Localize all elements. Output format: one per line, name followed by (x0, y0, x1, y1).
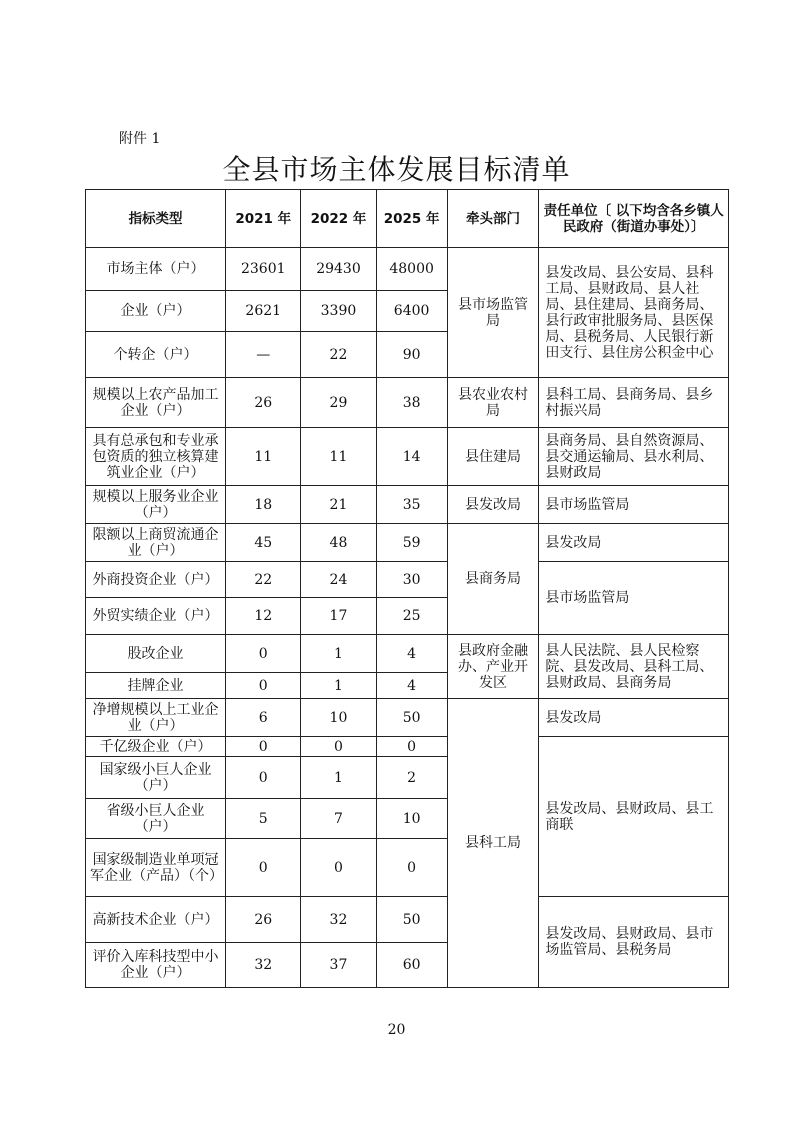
value-2022: 48 (301, 524, 376, 562)
document-title: 全县市场主体发展目标清单 (222, 153, 571, 186)
lead-department-cell: 县农业农村局 (447, 378, 539, 428)
indicator-cell: 国家级小巨人企业（户） (86, 757, 226, 799)
value-2022: 29430 (301, 248, 376, 291)
value-2021: 5 (226, 799, 301, 839)
value-2021: — (226, 332, 301, 378)
responsible-units-cell: 县发改局 (539, 524, 729, 562)
value-2025: 4 (376, 673, 447, 699)
value-2025: 48000 (376, 248, 447, 291)
responsible-units-cell: 县发改局、县公安局、县科工局、县财政局、县人社局、县住建局、县商务局、县行政审批服务局、县医保局、县税务局、人民银行新田支行、县住房公积金中心 (539, 248, 729, 378)
table-row (86, 562, 729, 598)
header-responsible: 责任单位〔 以下均含各乡镇人民政府（街道办事处）〕 (539, 190, 729, 248)
value-2021: 0 (226, 737, 301, 757)
lead-department-cell: 县科工局 (447, 699, 539, 988)
target-table (85, 189, 729, 988)
page-number: 20 (387, 1022, 406, 1038)
value-2021: 26 (226, 378, 301, 428)
value-2022: 32 (301, 897, 376, 943)
responsible-units-cell: 县发改局、县财政局、县工商联 (539, 737, 729, 897)
table-row (86, 378, 729, 428)
lead-department-cell: 县发改局 (447, 486, 539, 524)
indicator-cell: 市场主体（户） (86, 248, 226, 291)
table-row (86, 737, 729, 757)
indicator-cell: 外贸实绩企业（户） (86, 598, 226, 635)
indicator-cell: 挂牌企业 (86, 673, 226, 699)
indicator-cell: 企业（户） (86, 291, 226, 332)
value-2021: 23601 (226, 248, 301, 291)
value-2022: 1 (301, 673, 376, 699)
table-row (86, 524, 729, 562)
header-row (86, 190, 729, 248)
value-2021: 45 (226, 524, 301, 562)
indicator-cell: 评价入库科技型中小企业（户） (86, 943, 226, 988)
responsible-units-cell: 县人民法院、县人民检察院、县发改局、县科工局、县财政局、县商务局 (539, 635, 729, 699)
indicator-cell: 规模以上农产品加工企业（户） (86, 378, 226, 428)
value-2021: 12 (226, 598, 301, 635)
value-2022: 37 (301, 943, 376, 988)
responsible-units-cell: 县科工局、县商务局、县乡村振兴局 (539, 378, 729, 428)
header-indicator: 指标类型 (86, 190, 226, 248)
indicator-cell: 股改企业 (86, 635, 226, 673)
indicator-cell: 具有总承包和专业承包资质的独立核算建筑业企业（户） (86, 428, 226, 486)
value-2025: 25 (376, 598, 447, 635)
lead-department-cell: 县政府金融办、产业开发区 (447, 635, 539, 699)
value-2021: 26 (226, 897, 301, 943)
value-2025: 10 (376, 799, 447, 839)
value-2021: 0 (226, 839, 301, 897)
value-2025: 2 (376, 757, 447, 799)
value-2021: 22 (226, 562, 301, 598)
value-2022: 1 (301, 757, 376, 799)
value-2025: 60 (376, 943, 447, 988)
value-2021: 11 (226, 428, 301, 486)
value-2022: 10 (301, 699, 376, 737)
value-2025: 14 (376, 428, 447, 486)
indicator-cell: 国家级制造业单项冠军企业（产品）（个） (86, 839, 226, 897)
value-2025: 35 (376, 486, 447, 524)
header-2025: 2025 年 (376, 190, 447, 248)
value-2025: 0 (376, 737, 447, 757)
responsible-units-cell: 县发改局 (539, 699, 729, 737)
responsible-units-cell: 县市场监管局 (539, 562, 729, 635)
value-2025: 4 (376, 635, 447, 673)
table-row (86, 635, 729, 673)
responsible-units-cell: 县发改局、县财政局、县市场监管局、县税务局 (539, 897, 729, 988)
responsible-units-cell: 县商务局、县自然资源局、县交通运输局、县水利局、县财政局 (539, 428, 729, 486)
lead-department-cell: 县住建局 (447, 428, 539, 486)
value-2022: 22 (301, 332, 376, 378)
value-2022: 0 (301, 737, 376, 757)
value-2025: 0 (376, 839, 447, 897)
value-2022: 7 (301, 799, 376, 839)
value-2022: 11 (301, 428, 376, 486)
value-2025: 38 (376, 378, 447, 428)
value-2025: 50 (376, 699, 447, 737)
value-2021: 18 (226, 486, 301, 524)
value-2025: 30 (376, 562, 447, 598)
table-row (86, 699, 729, 737)
value-2021: 0 (226, 635, 301, 673)
value-2021: 0 (226, 673, 301, 699)
responsible-units-cell: 县市场监管局 (539, 486, 729, 524)
value-2022: 21 (301, 486, 376, 524)
header-2021: 2021 年 (226, 190, 301, 248)
indicator-cell: 外商投资企业（户） (86, 562, 226, 598)
table-row (86, 428, 729, 486)
indicator-cell: 限额以上商贸流通企业（户） (86, 524, 226, 562)
value-2022: 0 (301, 839, 376, 897)
attachment-label: 附件 1 (119, 131, 161, 147)
indicator-cell: 净增规模以上工业企业（户） (86, 699, 226, 737)
table-row (86, 248, 729, 291)
value-2021: 0 (226, 757, 301, 799)
header-lead: 牵头部门 (447, 190, 539, 248)
lead-department-cell: 县市场监管局 (447, 248, 539, 378)
indicator-cell: 规模以上服务业企业（户） (86, 486, 226, 524)
value-2025: 50 (376, 897, 447, 943)
value-2021: 2621 (226, 291, 301, 332)
value-2021: 6 (226, 699, 301, 737)
table-row (86, 897, 729, 943)
value-2022: 29 (301, 378, 376, 428)
value-2022: 3390 (301, 291, 376, 332)
value-2021: 32 (226, 943, 301, 988)
header-2022: 2022 年 (301, 190, 376, 248)
table-row (86, 486, 729, 524)
lead-department-cell: 县商务局 (447, 524, 539, 635)
value-2025: 6400 (376, 291, 447, 332)
value-2022: 1 (301, 635, 376, 673)
value-2025: 59 (376, 524, 447, 562)
indicator-cell: 个转企（户） (86, 332, 226, 378)
value-2025: 90 (376, 332, 447, 378)
indicator-cell: 千亿级企业（户） (86, 737, 226, 757)
indicator-cell: 高新技术企业（户） (86, 897, 226, 943)
indicator-cell: 省级小巨人企业（户） (86, 799, 226, 839)
value-2022: 24 (301, 562, 376, 598)
value-2022: 17 (301, 598, 376, 635)
